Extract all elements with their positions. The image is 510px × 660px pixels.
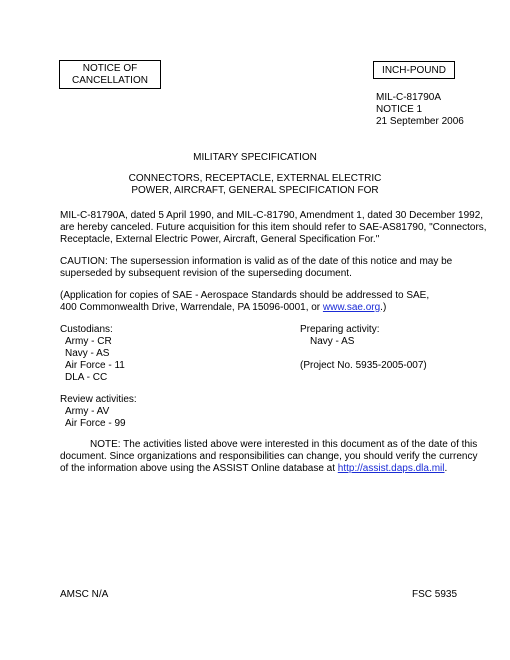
note-text: of the information above using the ASSIST Online database at <box>60 463 338 474</box>
application-paragraph <box>60 290 460 314</box>
paragraph-line: MIL-C-81790A, dated 5 April 1990, and MIL-C-81790, Amendment 1, dated 30 December 1992, <box>60 210 484 221</box>
note-line <box>60 463 460 475</box>
page-title: MILITARY SPECIFICATION <box>193 152 317 163</box>
note-line: NOTE: The activities listed above were interested in this document as of the date of this <box>90 439 478 450</box>
subject-line-1: CONNECTORS, RECEPTACLE, EXTERNAL ELECTRIC <box>128 173 382 184</box>
preparing-value: Navy - AS <box>310 336 355 347</box>
paragraph-line: are hereby canceled. Future acquisition for this item should refer to SAE-AS81790, "Connectors, <box>60 222 487 233</box>
subject-line-2: POWER, AIRCRAFT, GENERAL SPECIFICATION FOR <box>131 185 379 196</box>
inch-pound-box <box>373 61 455 79</box>
caution-paragraph <box>60 256 460 280</box>
inch-pound-label: INCH-POUND <box>382 65 446 76</box>
address-text: 400 Commonwealth Drive, Warrendale, PA 15096-0001, or <box>60 302 323 313</box>
preparing-label: Preparing activity: <box>300 324 380 335</box>
paragraph-line: CAUTION: The supersession information is valid as of the date of this notice and may be <box>60 256 453 267</box>
paragraph-line <box>60 302 460 314</box>
custodian-item: Army - CR <box>65 336 112 347</box>
review-item: Air Force - 99 <box>65 418 126 429</box>
review-item: Army - AV <box>65 406 110 417</box>
project-number: (Project No. 5935-2005-007) <box>300 360 427 371</box>
document-identifier <box>376 92 464 128</box>
note-end: . <box>444 463 448 474</box>
notice-line-1: NOTICE OF <box>82 63 138 74</box>
assist-database-link[interactable]: http://assist.daps.dla.mil <box>337 463 445 474</box>
custodian-item: DLA - CC <box>65 372 108 383</box>
custodian-item: Air Force - 11 <box>65 360 125 371</box>
notice-date: 21 September 2006 <box>376 116 464 127</box>
notice-line-2: CANCELLATION <box>72 75 148 86</box>
note-paragraph <box>60 439 478 475</box>
doc-number: MIL-C-81790A <box>376 92 442 103</box>
notice-number: NOTICE 1 <box>376 104 423 115</box>
closing-text: .) <box>380 302 387 313</box>
paragraph-line: Receptacle, External Electric Power, Aircraft, General Specification For." <box>60 234 380 245</box>
paragraph-line: (Application for copies of SAE - Aerospace Standards should be addressed to SAE, <box>60 290 430 301</box>
custodians-section <box>60 324 125 384</box>
fsc-label: FSC 5935 <box>412 589 458 600</box>
review-activities-section <box>60 394 137 430</box>
amsc-label: AMSC N/A <box>60 589 109 600</box>
document-subject <box>0 173 510 197</box>
note-line: document. Since organizations and responsibilities can change, you should verify the currency <box>60 451 478 462</box>
paragraph-line: superseded by subsequent revision of the superseding document. <box>60 268 352 279</box>
sae-website-link[interactable]: www.sae.org <box>322 302 381 313</box>
notice-of-cancellation-box <box>59 60 161 89</box>
custodians-label: Custodians: <box>60 324 113 335</box>
cancellation-paragraph <box>60 210 487 246</box>
review-label: Review activities: <box>60 394 137 405</box>
custodian-item: Navy - AS <box>65 348 110 359</box>
preparing-activity-section <box>300 324 427 372</box>
